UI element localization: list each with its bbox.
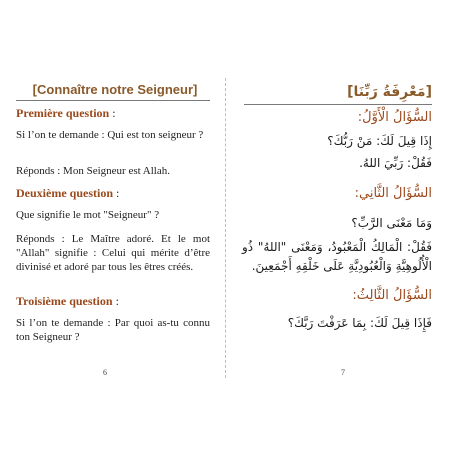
arabic-answer-2-text: فَقُلْ: الْمَالِكُ الْمَعْبُودُ، وَمَعْنَى "اللهُ" ذُو الْأُلُوهِيَّةِ وَالْعُبُودِيَّةِ عَلَى خَلْقِهِ أَجْمَعِينَ. [242, 240, 432, 273]
arabic-question-3-heading: السُّؤَالُ الثَّالِثُ: [352, 288, 432, 303]
arabic-question-2-text: وَمَا مَعْنَى الرَّبِّ؟ [351, 216, 432, 230]
left-page-number: 6 [103, 368, 107, 377]
right-title-rule [244, 104, 432, 105]
arabic-answer-1-text: فَقُلْ: رَبِّيَ اللهُ. [359, 156, 432, 170]
question-1-heading [16, 106, 116, 121]
left-title-rule [16, 100, 210, 101]
question-1-heading-text: Première question [16, 106, 110, 120]
question-2-heading [16, 186, 119, 201]
question-3-colon: : [112, 294, 119, 308]
arabic-question-2-heading: السُّؤَالُ الثَّانِي: [354, 186, 432, 201]
question-2-heading-text: Deuxième question [16, 186, 113, 200]
question-3-text: Si l’on te demande : Par quoi as-tu connu ton Seigneur ? [16, 317, 210, 343]
question-2-text: Que signifie le mot "Seigneur" ? [16, 209, 160, 221]
page-divider [225, 78, 226, 378]
right-page-title: [مَعْرِفَةُ رَبِّنَا] [347, 84, 432, 100]
arabic-question-1-heading: السُّؤَالُ الْأَوَّلُ: [357, 110, 432, 125]
answer-1-text: Réponds : Mon Seigneur est Allah. [16, 165, 170, 177]
right-page-number: 7 [341, 368, 345, 377]
question-1-colon: : [109, 106, 116, 120]
arabic-question-1-text: إِذَا قِيلَ لَكَ: مَنْ رَبُّكَ؟ [327, 134, 432, 148]
question-3-heading [16, 294, 119, 309]
question-1-text: Si l’on te demande : Qui est ton seigneur ? [16, 129, 204, 141]
question-2-colon: : [113, 186, 120, 200]
arabic-question-3-text: فَإِذَا قِيلَ لَكَ: بِمَا عَرَفْتَ رَبَّكَ؟ [287, 316, 432, 330]
answer-2-text: Réponds : Le Maître adoré. Et le mot "Allah" signifie : Celui qui mérite d’être divinisé et adoré par tous les êtres créés. [16, 233, 210, 273]
question-3-heading-text: Troisième question [16, 294, 113, 308]
left-page-title: [Connaître notre Seigneur] [32, 82, 198, 97]
